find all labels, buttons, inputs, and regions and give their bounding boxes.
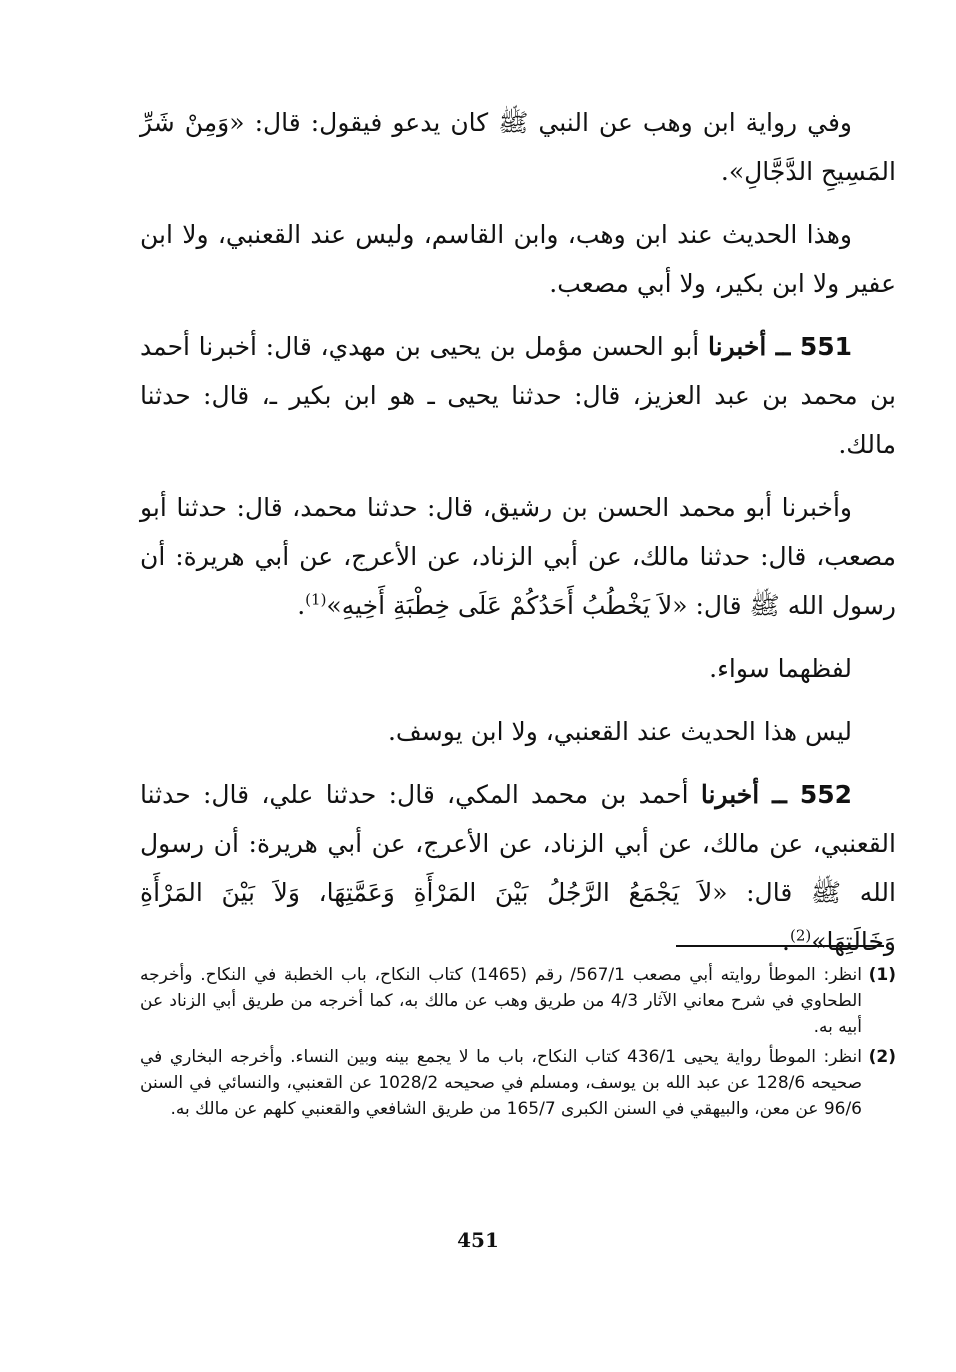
- paragraph-text: لفظهما سواء.: [709, 654, 852, 683]
- hadith-552: [140, 770, 896, 966]
- footnote-text: انظر: الموطأ روايته أبي مصعب 567/1/ رقم (1465) كتاب النكاح، باب الخطبة في النكاح. وأخرجه الطحاوي في شرح معاني الآثار 4/3 من طريق وهب عن مالك به، كما أخرجه من طريق أبي الزناد عن أبيه به.: [140, 965, 862, 1037]
- paragraph-text: ليس هذا الحديث عند القعنبي، ولا ابن يوسف.: [387, 717, 852, 746]
- footnote-1: [140, 962, 896, 1040]
- footnote-number: (1): [868, 965, 896, 985]
- page-number: 451: [457, 1228, 499, 1252]
- paragraph-tail: .: [782, 927, 790, 956]
- footnote-ref-1[interactable]: (1): [305, 590, 327, 609]
- paragraph-text: أحمد بن محمد المكي، قال: حدثنا علي، قال: حدثنا القعنبي، عن مالك، عن أبي الزناد، عن الأعرج، عن أبي هريرة: أن رسول الله ﷺ قال: «لاَ يَجْمَعُ الرَّجُلُ بَيْنَ المَرْأَةِ وَعَمَّتِهَا، وَلاَ بَيْنَ المَرْأَةِ وَخَالَتِهَا»: [140, 780, 896, 956]
- paragraph-6: [140, 707, 896, 756]
- paragraph-tail: .: [297, 591, 306, 620]
- paragraph-text: وهذا الحديث عند ابن وهب، وابن القاسم، وليس عند القعنبي، ولا ابن عفير ولا ابن بكير، ولا أبي مصعب.: [140, 220, 896, 298]
- paragraph-text: وفي رواية ابن وهب عن النبي ﷺ كان يدعو فيقول: قال: «وَمِنْ شَرِّ المَسِيحِ الدَّجَّالِ».: [140, 108, 896, 186]
- footnote-text: انظر: الموطأ رواية يحيى 436/1 كتاب النكاح، باب ما لا يجمع بينه وبين النساء. وأخرجه البخاري في صحيحه 128/6 عن عبد الله بن يوسف، ومسلم في صحيحه 1028/2 عن القعنبي، والنسائي في السنن 96/6 عن معن، والبيهقي في السنن الكبرى 165/7 من طريق الشافعي والقعنبي كلهم عن مالك به.: [140, 1047, 863, 1119]
- main-text: [140, 98, 896, 980]
- hadith-number: 551: [799, 332, 852, 361]
- footnote-2: [140, 1044, 896, 1122]
- paragraph-text: أبو الحسن مؤمل بن يحيى بن مهدي، قال: أخبرنا أحمد بن محمد بن عبد العزيز، قال: حدثنا يحيى ـ هو ابن بكير ـ، قال: حدثنا مالك.: [140, 332, 896, 459]
- footnote-number: (2): [868, 1047, 896, 1067]
- paragraph-5: [140, 644, 896, 693]
- paragraph-text: وأخبرنا أبو محمد الحسن بن رشيق، قال: حدثنا محمد، قال: حدثنا أبو مصعب، قال: حدثنا مالك، عن أبي الزناد، عن الأعرج، عن أبي هريرة: أن رسول الله ﷺ قال: «لاَ يَخْطُبُ أَحَدُكُمْ عَلَى خِطْبَةِ أَخِيهِ»: [140, 493, 896, 620]
- footnote-ref-2[interactable]: (2): [789, 926, 812, 945]
- hadith-551: [140, 322, 896, 469]
- hadith-lead: ــ أخبرنا: [700, 780, 800, 809]
- hadith-number: 552: [799, 780, 853, 809]
- footnote-divider: [676, 945, 884, 947]
- footnotes: [140, 962, 896, 1126]
- hadith-lead: ــ أخبرنا: [707, 332, 800, 361]
- paragraph-2: [140, 210, 896, 308]
- paragraph-1: [140, 98, 896, 196]
- paragraph-4: [140, 483, 896, 630]
